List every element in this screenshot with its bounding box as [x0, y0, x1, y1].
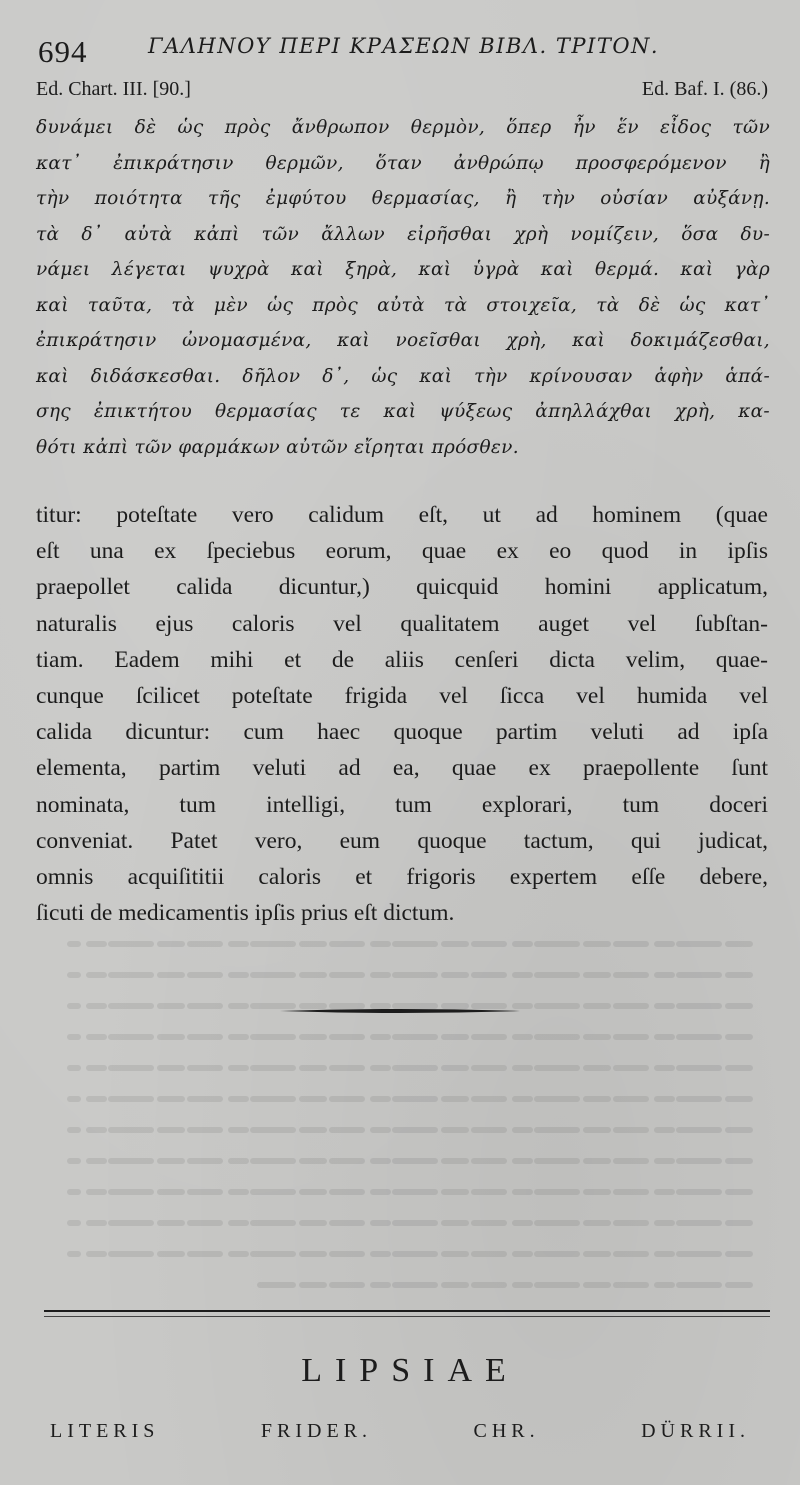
- latin-line: nominata, tum intelligi, tum explorari, tum doceri: [36, 791, 768, 818]
- edition-references: [36, 78, 768, 104]
- latin-line: elementa, partim veluti ad ea, quae ex praepollente ſunt: [36, 755, 768, 782]
- imprint-printer: LITERIS FRIDER. CHR. DÜRRII.: [50, 1420, 750, 1442]
- greek-line: κατ᾽ ἐπικράτησιν θερμῶν, ὅταν ἀνθρώπῳ προσφερόμενον ἢ: [36, 152, 770, 174]
- latin-line: titur: poteſtate vero calidum eſt, ut ad hominem (quae: [36, 502, 768, 528]
- latin-line: tiam. Eadem mihi et de aliis cenſeri dicta velim, quae-: [36, 646, 768, 673]
- imprint-city: LIPSIAE: [301, 1352, 519, 1389]
- imprint-rule-thin: [44, 1316, 770, 1317]
- greek-line: ἐπικράτησιν ὠνομασμένα, καὶ νοεῖσθαι χρὴ, καὶ δοκιμάζεσθαι,: [36, 330, 770, 351]
- edition-basel-reference: Ed. Baf. I. (86.): [641, 78, 768, 100]
- greek-line: καὶ ταῦτα, τὰ μὲν ὡς πρὸς αὐτὰ τὰ στοιχεῖα, τὰ δὲ ὡς κατ᾽: [36, 294, 770, 316]
- latin-line: ſicuti de medicamentis ipſis prius eſt dictum.: [36, 900, 455, 927]
- latin-text-block: [36, 497, 768, 931]
- swell-rule-ornament: [280, 1008, 520, 1014]
- greek-line: τὰ δ᾽ αὐτὰ κἀπὶ τῶν ἄλλων εἰρῆσθαι χρὴ νομίζειν, ὅσα δυ-: [36, 223, 770, 245]
- running-title: ΓΑΛΗΝΟΥ ΠΕΡΙ ΚΡΑΣΕΩΝ ΒΙΒΛ. ΤΡΙΤΟΝ.: [148, 34, 660, 58]
- imprint-rule-thick: [44, 1310, 770, 1312]
- latin-line: eſt una ex ſpeciebus eorum, quae ex eo quod in ipſis: [36, 538, 768, 565]
- latin-line: praepollet calida dicuntur,) quicquid homini applicatum,: [36, 574, 768, 601]
- greek-line: τὴν ποιότητα τῆς ἐμφύτου θερμασίας, ἢ τὴν οὐσίαν αὐξάνῃ.: [36, 188, 770, 209]
- latin-line: naturalis ejus caloris vel qualitatem auget vel ſubſtan-: [36, 610, 768, 637]
- latin-line: calida dicuntur: cum haec quoque partim veluti ad ipſa: [36, 719, 768, 746]
- bleed-through-lines: [60, 930, 760, 1310]
- greek-line: θότι κἀπὶ τῶν φαρμάκων αὐτῶν εἴρηται πρόσθεν.: [36, 436, 519, 458]
- bleed-through-texture: [60, 930, 760, 1310]
- end-ornament-rule: [280, 1008, 520, 1014]
- greek-text-block: [36, 110, 770, 465]
- running-head: [38, 28, 750, 68]
- greek-line: καὶ διδάσκεσθαι. δῆλον δ᾽, ὡς καὶ τὴν κρίνουσαν ἁφὴν ἁπά-: [36, 365, 770, 387]
- latin-line: conveniat. Patet vero, eum quoque tactum, qui judicat,: [36, 827, 768, 854]
- edition-chart-reference: Ed. Chart. III. [90.]: [36, 78, 191, 100]
- latin-line: cunque ſcilicet poteſtate frigida vel ſicca vel humida vel: [36, 682, 768, 709]
- latin-line: omnis acquiſititii caloris et frigoris expertem eſſe debere,: [36, 863, 768, 890]
- page-number: 694: [38, 34, 88, 69]
- greek-line: δυνάμει δὲ ὡς πρὸς ἄνθρωπον θερμὸν, ὅπερ ἦν ἕν εἶδος τῶν: [36, 117, 770, 138]
- greek-line: νάμει λέγεται ψυχρὰ καὶ ξηρὰ, καὶ ὑγρὰ καὶ θερμά. καὶ γὰρ: [36, 259, 770, 280]
- greek-line: σης ἐπικτήτου θερμασίας τε καὶ ψύξεως ἀπηλλάχθαι χρὴ, κα-: [36, 401, 770, 422]
